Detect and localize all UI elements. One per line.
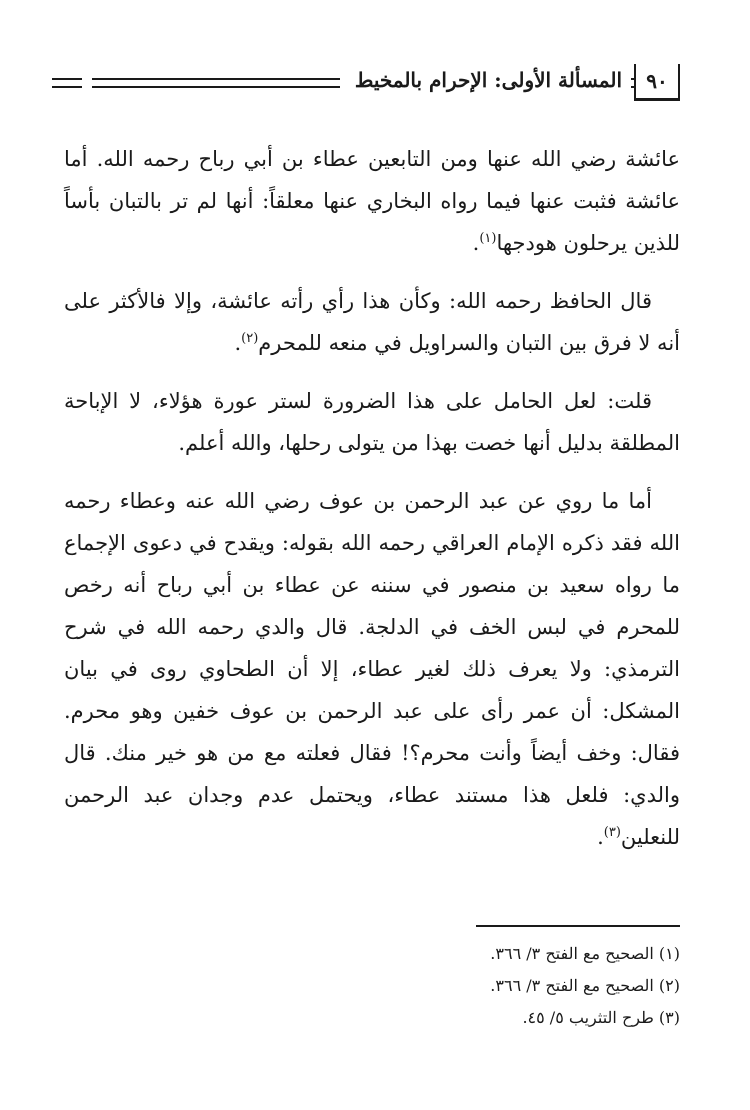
paragraph-1 <box>64 138 680 264</box>
footnote-2: (٢) الصحيح مع الفتح ٣/ ٣٦٦. <box>490 976 680 995</box>
footnotes <box>280 938 680 1034</box>
paragraph-3 <box>64 380 680 464</box>
paragraph-2 <box>64 280 680 364</box>
footnote-marker: (١) <box>479 231 497 246</box>
header-rule-middle <box>92 78 340 88</box>
footnote-marker: (٣) <box>603 825 621 840</box>
footnote-1: (١) الصحيح مع الفتح ٣/ ٣٦٦. <box>490 944 680 963</box>
paragraph-end: . <box>234 331 242 355</box>
running-title: المسألة الأولى: الإحرام بالمخيط <box>354 68 622 92</box>
header-rule-left <box>52 78 82 88</box>
paragraph-end: . <box>472 231 480 255</box>
paragraph-text: قال الحافظ رحمه الله: وكأن هذا رأي رأته عائشة، وإلا فالأكثر على أنه لا فرق بين التبان والسراويل في منعه للمحرم <box>64 289 680 355</box>
paragraph-text: قلت: لعل الحامل على هذا الضرورة لستر عورة هؤلاء، لا الإباحة المطلقة بدليل أنها خصت بهذا من يتولى رحلها، والله أعلم. <box>64 389 680 455</box>
body-text <box>64 138 680 874</box>
footnote-3: (٣) طرح التثريب ٥/ ٤٥. <box>522 1008 680 1027</box>
footnote-marker: (٢) <box>241 331 259 346</box>
footnote-separator <box>476 925 680 927</box>
paragraph-text: عائشة رضي الله عنها ومن التابعين عطاء بن أبي رباح رحمه الله. أما عائشة فثبت عنها فيما رواه البخاري عنها معلقاً: أنها لم تر بالتبان بأساً للذين يرحلون هودجها <box>64 147 680 255</box>
header-rule-right <box>631 78 636 88</box>
paragraph-text: أما ما روي عن عبد الرحمن بن عوف رضي الله عنه وعطاء رحمه الله فقد ذكره الإمام العراقي رحمه الله بقوله: ويقدح في دعوى الإجماع ما رواه سعيد بن منصور في سننه عن عطاء بن أبي رباح أنه رخص للمحرم في لبس الخف في الدلجة. قال والدي رحمه الله في شرح الترمذي: ولا يعرف ذلك لغير عطاء، إلا أن الطحاوي روى في بيان المشكل: أن عمر رأى على عبد الرحمن بن عوف خفين وهو محرم. فقال: وخف أيضاً وأنت محرم؟! فقال فعلته مع من هو خير منك. قال والدي: فلعل هذا مستند عطاء، ويحتمل عدم وجدان عبد الرحمن للنعلين <box>64 489 680 849</box>
paragraph-end: . <box>597 825 604 849</box>
page-number: ٩٠ <box>634 64 680 101</box>
running-header <box>52 64 680 104</box>
paragraph-4 <box>64 480 680 858</box>
